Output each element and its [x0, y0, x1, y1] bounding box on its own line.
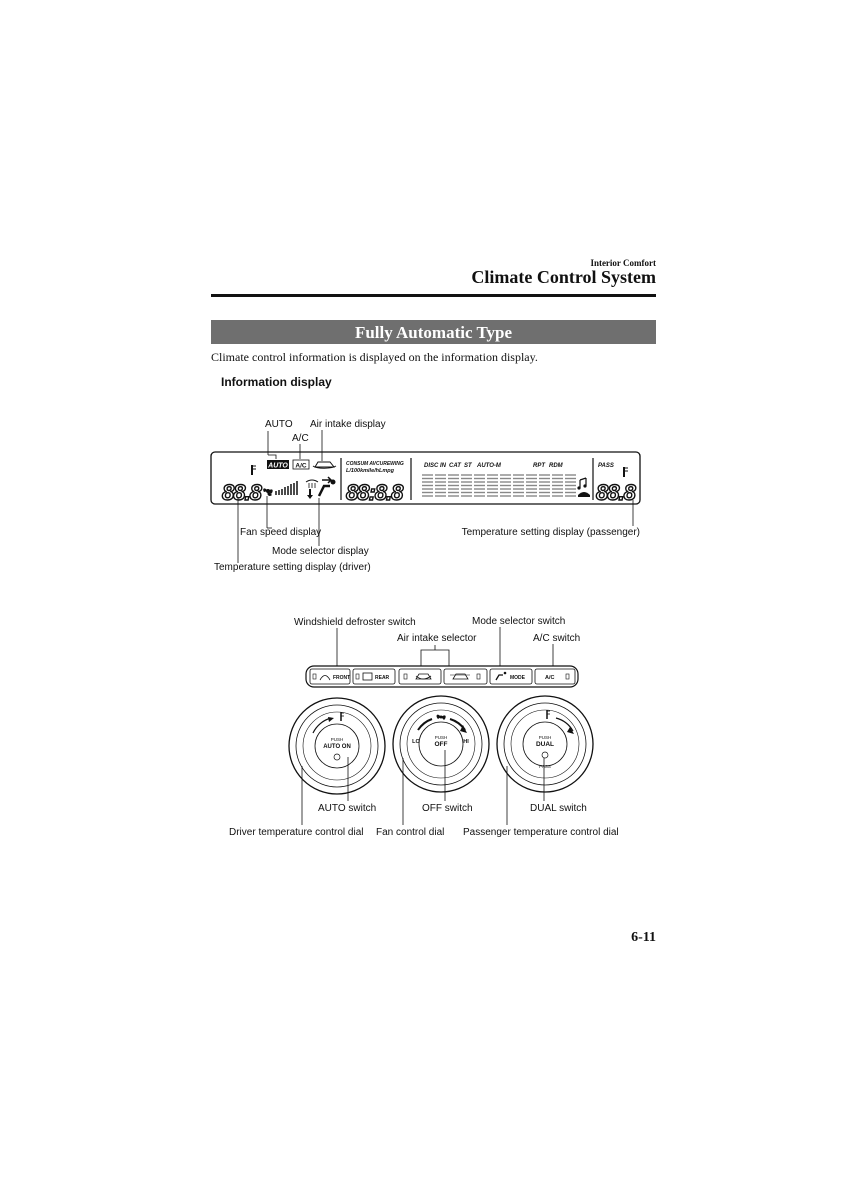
- passenger-temp-digits: 88.8: [596, 480, 635, 505]
- label-air-intake-display: Air intake display: [310, 419, 386, 430]
- fan-dial-push: PUSH: [434, 735, 448, 740]
- label-temp-driver: Temperature setting display (driver): [214, 562, 371, 573]
- label-driver-dial: Driver temperature control dial: [229, 827, 364, 838]
- auto-badge-text: AUTO: [268, 462, 288, 470]
- driver-dial-auto-on: AUTO ON: [323, 744, 351, 750]
- button-front[interactable]: [310, 669, 350, 684]
- audio-rpt: RPT: [533, 463, 545, 469]
- button-mode[interactable]: [490, 669, 532, 684]
- driver-dial-push: PUSH: [330, 737, 344, 742]
- fan-control-dial[interactable]: [393, 696, 489, 792]
- button-ac[interactable]: [535, 669, 575, 684]
- audio-disc-in: DISC IN: [424, 463, 447, 469]
- audio-rdm: RDM: [549, 463, 563, 469]
- fan-dial-hi: HI: [463, 739, 469, 745]
- button-fresh-air[interactable]: [444, 669, 487, 684]
- label-dual-switch: DUAL switch: [530, 803, 587, 814]
- button-recirculate[interactable]: [399, 669, 441, 684]
- label-passenger-dial: Passenger temperature control dial: [463, 827, 619, 838]
- audio-auto-m: AUTO-M: [477, 463, 501, 469]
- label-ac-switch: A/C switch: [533, 633, 581, 644]
- page-number: 6-11: [631, 930, 656, 945]
- label-air-intake-selector: Air intake selector: [397, 633, 477, 644]
- label-fan-speed: Fan speed display: [240, 527, 322, 538]
- pass-dial-pass: PASS: [539, 764, 551, 769]
- driver-temp-digits: 88.8: [222, 480, 261, 505]
- button-rear-label: REAR: [375, 675, 390, 681]
- ac-badge-text: A/C: [295, 462, 307, 470]
- clock-digits: 88:8.8: [346, 480, 403, 505]
- section-banner: Fully Automatic Type: [211, 320, 656, 344]
- intro-text: Climate control information is displayed on the information display.: [211, 350, 538, 364]
- label-fan-dial: Fan control dial: [376, 827, 445, 838]
- label-auto: AUTO: [265, 419, 293, 430]
- label-auto-switch: AUTO switch: [318, 803, 377, 814]
- section-label: Interior Comfort: [590, 258, 656, 268]
- passenger-temperature-dial[interactable]: [497, 696, 593, 792]
- button-rear[interactable]: [353, 669, 395, 684]
- audio-cat: CAT: [449, 463, 461, 469]
- pass-text: PASS: [598, 463, 614, 469]
- fan-dial-off: OFF: [434, 741, 448, 748]
- label-temp-passenger: Temperature setting display (passenger): [461, 527, 640, 538]
- label-mode-selector-switch: Mode selector switch: [472, 616, 566, 627]
- label-ac: A/C: [292, 433, 309, 444]
- pass-dial-dual: DUAL: [535, 741, 555, 748]
- subheading: Information display: [221, 375, 332, 389]
- button-ac-label: A/C: [545, 675, 555, 681]
- consum-line-2: L/100kmile/hLmpg: [346, 468, 394, 474]
- pass-dial-push: PUSH: [538, 735, 552, 740]
- audio-st: ST: [464, 463, 472, 469]
- page-title: Climate Control System: [471, 267, 656, 287]
- driver-temperature-dial[interactable]: [289, 698, 385, 794]
- fan-dial-lo: LO: [412, 739, 420, 745]
- button-mode-label: MODE: [510, 675, 525, 681]
- label-off-switch: OFF switch: [422, 803, 473, 814]
- button-front-label: FRONT: [333, 675, 351, 681]
- label-mode-selector-display: Mode selector display: [272, 546, 369, 557]
- label-windshield-defroster: Windshield defroster switch: [294, 617, 416, 628]
- consum-line-1: CONSUM AVCUREWING: [346, 461, 404, 467]
